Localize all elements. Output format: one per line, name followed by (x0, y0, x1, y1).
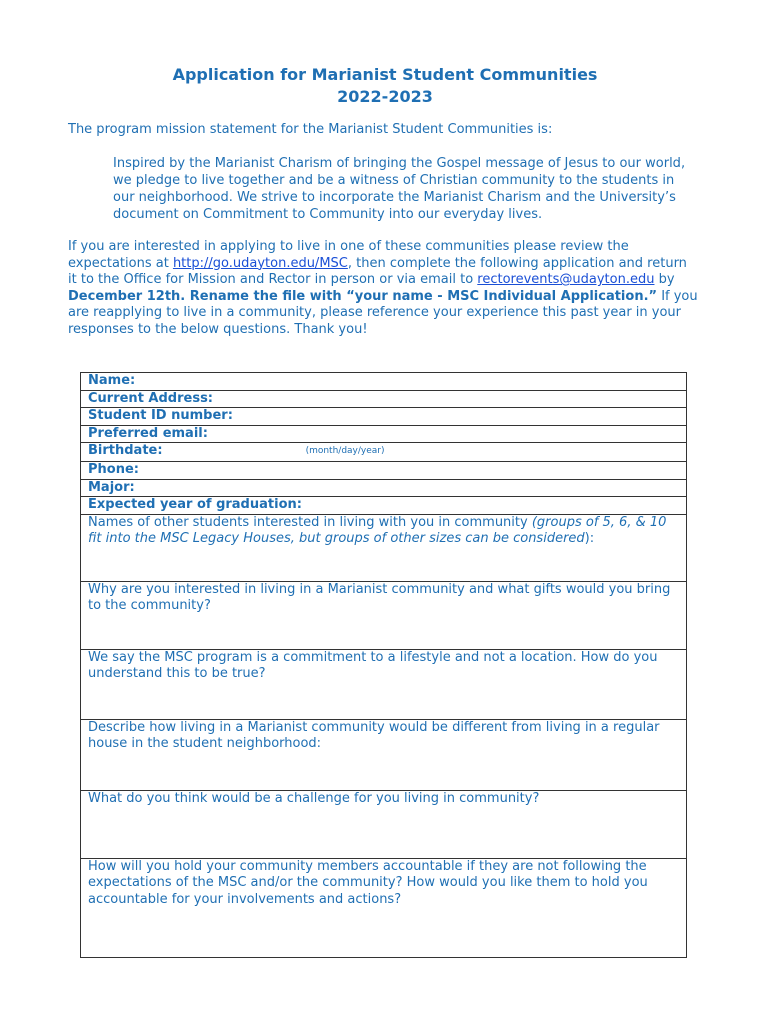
rector-email-link[interactable]: rectorevents@udayton.edu (477, 272, 655, 288)
form-row-q1 (81, 514, 687, 581)
address-field[interactable] (81, 390, 687, 408)
form-row-major (81, 479, 687, 497)
name-label: Name: (88, 373, 136, 388)
birthdate-field[interactable] (81, 443, 687, 462)
student-id-label: Student ID number: (88, 408, 233, 424)
form-row-graduation (81, 497, 687, 515)
form-row-birthdate (81, 443, 687, 462)
email-field[interactable] (81, 425, 687, 443)
q3-text: We say the MSC program is a commitment to a lifestyle and not a location. How do you understand this to be true? (88, 649, 658, 682)
graduation-label: Expected year of graduation: (88, 497, 302, 513)
q4-text: Describe how living in a Marianist community would be different from living in a regular house in the student neighborhood: (88, 719, 660, 752)
instructions-part4: If you are reapplying to live in a community, please reference your experience this past year in your responses to the below questions. Thank you! (68, 288, 698, 337)
intro-text: The program mission statement for the Marianist Student Communities is: (68, 122, 553, 137)
q1-text: Names of other students interested in living with you in community (88, 514, 532, 530)
address-label: Current Address: (88, 390, 214, 406)
form-row-q6 (81, 858, 687, 957)
difference-answer-box[interactable] (81, 719, 687, 790)
phone-label: Phone: (88, 461, 139, 477)
major-field[interactable] (81, 479, 687, 497)
instructions-part2: , then complete the following application and return it to the Office for Mission and Rector in person or via email to (68, 255, 687, 288)
q1-italic-note: (groups of 5, 6, & 10 fit into the MSC Legacy Houses, but groups of other sizes can be considered (88, 514, 667, 547)
accountability-answer-box[interactable] (81, 858, 687, 957)
form-row-phone (81, 461, 687, 479)
deadline-bold: December 12th. Rename the file with “your name - MSC Individual Application.” (68, 288, 658, 304)
application-form-table (80, 372, 687, 958)
form-row-email (81, 425, 687, 443)
instructions-part1: If you are interested in applying to live in one of these communities please review the expectations at (68, 239, 629, 271)
form-row-q4 (81, 719, 687, 790)
instructions-part3: by (654, 272, 675, 288)
name-field[interactable] (81, 373, 687, 391)
email-label: Preferred email: (88, 425, 208, 441)
msc-expectations-link[interactable]: http://go.udayton.edu/MSC (172, 255, 348, 271)
q6-text: How will you hold your community members accountable if they are not following the expectations of the MSC and/or the community? How would you like them to hold you accountable for your involvements and actions? (88, 858, 648, 907)
lifestyle-answer-box[interactable] (81, 649, 687, 719)
page-title: Application for Marianist Student Communities (172, 65, 598, 84)
major-label: Major: (88, 479, 135, 495)
birthdate-label: Birthdate: (88, 443, 163, 459)
interest-answer-box[interactable] (81, 581, 687, 649)
form-row-address (81, 390, 687, 408)
page-subtitle-year: 2022-2023 (337, 87, 433, 106)
form-row-name (81, 373, 687, 391)
q2-text: Why are you interested in living in a Marianist community and what gifts would you bring to the community? (88, 581, 671, 614)
birthdate-format-hint: (month/day/year) (305, 446, 385, 457)
roommates-answer-box[interactable] (81, 514, 687, 581)
form-row-q3 (81, 649, 687, 719)
form-row-q5 (81, 790, 687, 858)
q1-end: ): (584, 531, 595, 547)
form-row-student-id (81, 408, 687, 426)
challenge-answer-box[interactable] (81, 790, 687, 858)
instructions-paragraph (68, 239, 698, 339)
graduation-field[interactable] (81, 497, 687, 515)
student-id-field[interactable] (81, 408, 687, 426)
phone-field[interactable] (81, 461, 687, 479)
mission-statement: Inspired by the Marianist Charism of bringing the Gospel message of Jesus to our world, we pledge to live together and be a witness of Christian community to the students in our neighborhood. We strive to incorporate the Marianist Charism and the University’s document on Commitment to Community into our everyday lives. (113, 156, 686, 222)
form-row-q2 (81, 581, 687, 649)
q5-text: What do you think would be a challenge for you living in community? (88, 790, 540, 806)
